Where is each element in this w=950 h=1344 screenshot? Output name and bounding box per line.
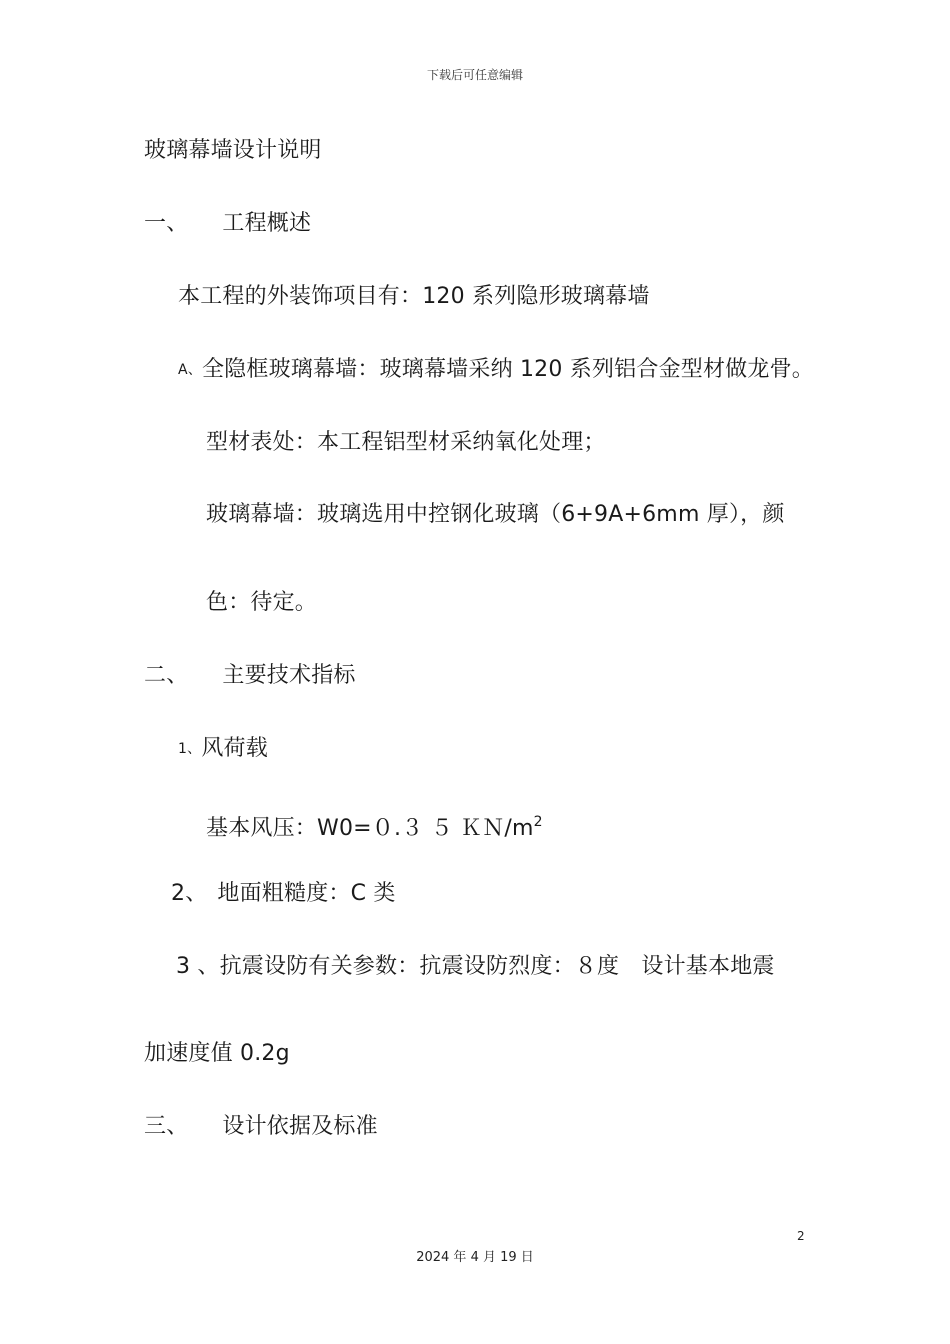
section-2-title: 主要技术指标 bbox=[222, 663, 356, 688]
item-3-continuation: 加速度值 0.2g bbox=[144, 1041, 290, 1066]
item-1-text: 风荷载 bbox=[201, 736, 268, 761]
item-2-text: 地面粗糙度：C 类 bbox=[217, 881, 396, 906]
item-a-text: 全隐框玻璃幕墙：玻璃幕墙采纳 120 系列铝合金型材做龙骨。 bbox=[201, 357, 814, 382]
section-1-marker: 一、 bbox=[144, 211, 189, 236]
section-1-heading bbox=[144, 209, 311, 239]
page-header: 下载后可任意编辑 bbox=[426, 68, 523, 82]
document-title: 玻璃幕墙设计说明 bbox=[144, 138, 322, 163]
section-2-marker: 二、 bbox=[144, 663, 189, 688]
item-a-detail-1: 型材表处：本工程铝型材采纳氧化处理； bbox=[206, 430, 606, 455]
item-a-marker: A、 bbox=[178, 362, 202, 378]
section-3-title: 设计依据及标准 bbox=[222, 1114, 378, 1139]
item-2 bbox=[171, 879, 396, 909]
item-2-marker: 2、 bbox=[171, 881, 208, 906]
wind-pressure-text: 基本风压：W0=０.３ ５ ＫＮ/m bbox=[206, 816, 534, 841]
item-1 bbox=[178, 734, 268, 764]
item-3 bbox=[176, 952, 775, 982]
overview-paragraph: 本工程的外装饰项目有：120 系列隐形玻璃幕墙 bbox=[178, 284, 650, 309]
page-number: 2 bbox=[797, 1229, 805, 1243]
wind-pressure-value bbox=[206, 807, 543, 844]
section-3-heading bbox=[144, 1112, 378, 1142]
item-a-detail-3: 色：待定。 bbox=[206, 590, 318, 615]
item-3-marker: 3 、 bbox=[176, 954, 220, 979]
item-a-detail-2: 玻璃幕墙：玻璃选用中控钢化玻璃（6+9A+6mm 厚），颜 bbox=[206, 502, 785, 527]
page-footer-date: 2024 年 4 月 19 日 bbox=[416, 1250, 534, 1265]
section-2-heading bbox=[144, 661, 356, 691]
section-3-marker: 三、 bbox=[144, 1114, 189, 1139]
section-1-title: 工程概述 bbox=[222, 211, 312, 236]
item-3-text: 抗震设防有关参数：抗震设防烈度：８度 设计基本地震 bbox=[219, 954, 775, 979]
item-a bbox=[178, 355, 814, 385]
wind-pressure-superscript: 2 bbox=[533, 814, 543, 830]
item-1-marker: 1、 bbox=[178, 741, 202, 757]
